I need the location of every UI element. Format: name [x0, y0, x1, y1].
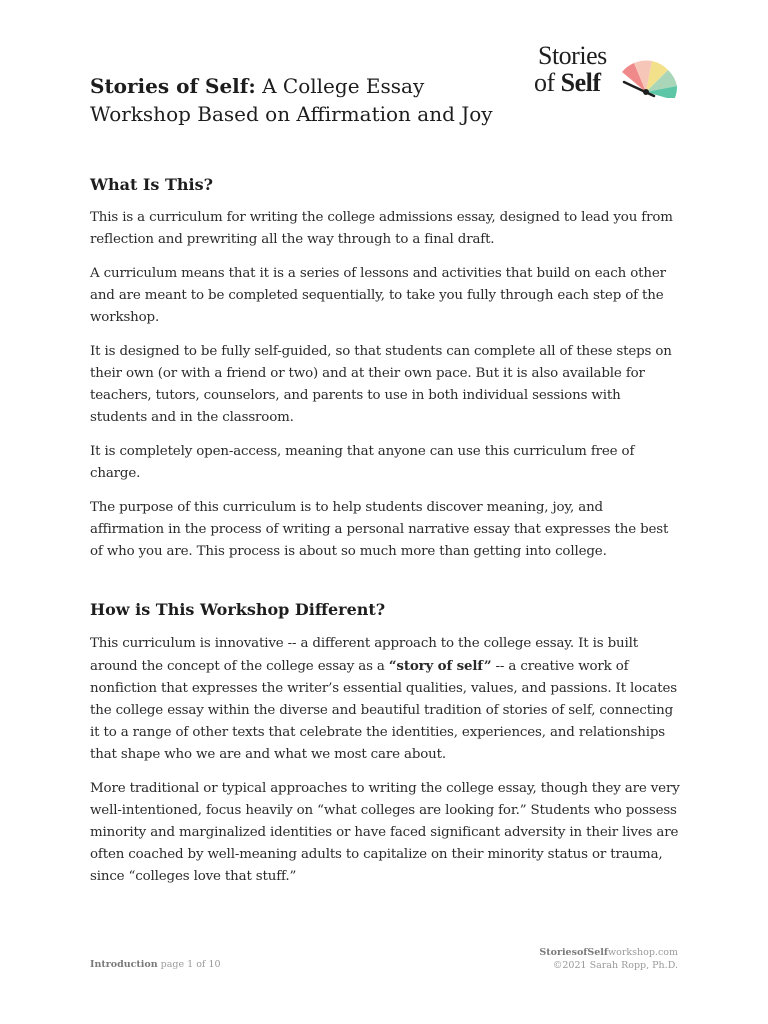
footer-site-bold: StoriesofSelf — [539, 947, 608, 958]
paragraph: It is designed to be fully self-guided, so that students can complete all of these steps on their own (or with a friend or two) and at their own pace. But it is also available for teachers, tutors, counselors, and parents to use in both individual sessions with students and in the classroom. — [90, 344, 672, 425]
paragraph: A curriculum means that it is a series of lessons and activities that build on each other and are meant to be completed sequentially, to take you fully through each step of the workshop. — [90, 266, 666, 325]
fan-pivot — [643, 89, 649, 95]
main-content — [90, 172, 680, 888]
paragraph: More traditional or typical approaches to writing the college essay, though they are very well-intentioned, focus heavily on “what colleges are looking for.” Students who possess minority and marginalized identities or have faced significant adversity in their lives are often coached by well-meaning adults to capitalize on their minority status or trauma, since “colleges love that stuff.” — [90, 781, 680, 884]
paragraph-text: This curriculum is innovative -- a different approach to the college essay. It is built around the concept of the college essay as a — [90, 636, 638, 674]
footer-section-label: Introduction — [90, 959, 158, 970]
footer-copyright: ©2021 Sarah Ropp, Ph.D. — [552, 960, 678, 971]
footer-credits — [539, 946, 678, 972]
logo-line2-bold: Self — [560, 68, 601, 97]
section-heading: How is This Workshop Different? — [90, 600, 386, 619]
title-bold: Stories of Self: — [90, 74, 256, 98]
fan-icon — [620, 46, 682, 98]
paragraph: It is completely open-access, meaning that anyone can use this curriculum free of charge. — [90, 444, 635, 481]
section-how-different — [90, 597, 680, 888]
footer-site — [539, 946, 678, 959]
paragraph-text: -- a creative work of nonfiction that expresses the writer’s essential qualities, values, and passions. It locates the college essay within the diverse and beautiful tradition of stories of self, connecting it to a range of other texts that celebrate the identities, experiences, and relationships that shape who we are and what we most care about. — [90, 659, 677, 762]
logo-line2 — [534, 70, 601, 96]
stories-of-self-logo — [532, 40, 682, 102]
page-title — [90, 72, 510, 128]
title-rest: A College Essay Workshop Based on Affirmation and Joy — [90, 74, 493, 126]
story-of-self-term: “story of self” — [388, 658, 492, 674]
footer-page-info — [90, 959, 221, 970]
paragraph: The purpose of this curriculum is to help students discover meaning, joy, and affirmation in the process of writing a personal narrative essay that expresses the best of who you are. This process is about so much more than getting into college. — [90, 500, 669, 559]
footer-page-number: page 1 of 10 — [157, 959, 221, 970]
logo-line1: Stories — [538, 41, 607, 70]
section-heading: What Is This? — [90, 175, 213, 194]
paragraph — [90, 633, 680, 766]
paragraph: This is a curriculum for writing the college admissions essay, designed to lead you from reflection and prewriting all the way through to a final draft. — [90, 210, 673, 247]
footer-site-rest: workshop.com — [607, 947, 678, 958]
section-what-is-this — [90, 172, 680, 563]
logo-line2-prefix: of — [534, 68, 561, 97]
